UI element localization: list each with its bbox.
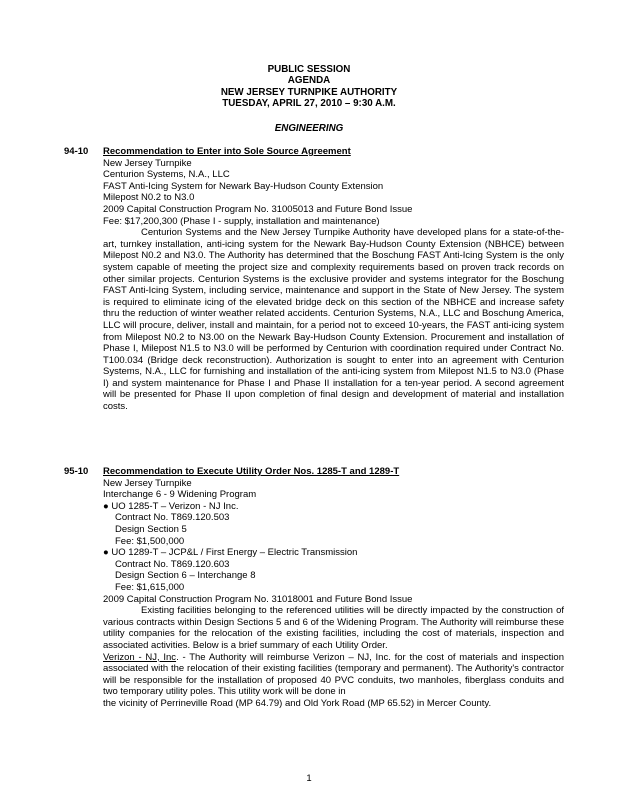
item-line: 2009 Capital Construction Program No. 31005013 and Future Bond Issue (103, 203, 413, 215)
bullet-sub-line: Contract No. T869.120.603 (115, 558, 230, 570)
verizon-last-line: the vicinity of Perrineville Road (MP 64.79) and Old York Road (MP 65.52) in Mercer County. (103, 697, 492, 709)
agenda-header (0, 64, 618, 110)
item-line: 2009 Capital Construction Program No. 31018001 and Future Bond Issue (103, 593, 413, 605)
header-agenda: AGENDA (287, 75, 331, 87)
agenda-item-94-10 (64, 146, 564, 413)
header-authority: NEW JERSEY TURNPIKE AUTHORITY (220, 86, 398, 98)
bullet-sub-line: Design Section 6 – Interchange 8 (115, 570, 256, 582)
bullet-item: ● UO 1285-T – Verizon - NJ Inc. (103, 500, 239, 512)
verizon-summary (103, 652, 564, 698)
bullet-item: ● UO 1289-T – JCP&L / First Energy – Electric Transmission (103, 547, 358, 559)
bullet-icon: ● (103, 547, 109, 559)
item-line: New Jersey Turnpike (103, 477, 192, 489)
item-line: Fee: $17,200,300 (Phase I - supply, installation and maintenance) (103, 215, 380, 227)
item-description (103, 227, 564, 413)
bullet-sub-line: Design Section 5 (115, 523, 187, 535)
bullet-sub-line: Contract No. T869.120.503 (115, 512, 230, 524)
item-description-text: Centurion Systems and the New Jersey Turnpike Authority have developed plans for a state-of-the-art, turnkey installation, anti-icing system for the Newark Bay-Hudson County Extension (NBHCE) between Milepost N0.2 and N3.0. The Authority has determined that the Boschung FAST Anti-Icing System is the only system capable of meeting the project size and complexity requirements based on proven track records on other similar projects. Centurion Systems is the exclusive provider and systems integrator for the Boschung FAST Anti-Icing System, including service, maintenance and support in the State of New Jersey. The system is required to eliminate icing of the elevated bridge deck on this section of the NBHCE and increase safety thru the reduction of winter weather related accidents. Centurion Systems, N.A., LLC and Boschung America, LLC will procure, deliver, install and maintain, for a period not to exceed 10-years, the FAST anti-icing system from Milepost N0.2 to N3.00 on the Newark Bay-Hudson County Extension. Procurement and installation of Phase I, Milepost N1.5 to N3.0 will be performed by Centurion with coordination required under Contract No. T100.034 (Bridge deck reconstruction). Authorization is sought to enter into an agreement with Centurion Systems, N.A., LLC for furnishing and installation of the anti-icing system from Milepost N1.5 to N3.0 (Phase I) and system maintenance for Phase I and Phase II installation for a ten-year period. A second agreement will be presented for Phase II upon completion of final design and development of material and installation costs. (103, 227, 564, 413)
page-number: 1 (306, 773, 312, 784)
item-line: Milepost N0.2 to N3.0 (103, 192, 195, 204)
header-date: TUESDAY, APRIL 27, 2010 – 9:30 A.M. (222, 98, 396, 110)
verizon-text: . - The Authority will reimburse Verizon – NJ, Inc. for the cost of materials and inspection associated with the relocation of their existing facilities (temporary and permanent). The Authority's contractor will be responsible for the installation of proposed 40 PVC conduits, two manholes, fiberglass conduits and two temporary utility poles. This utility work will be done in (103, 651, 564, 698)
item-description (103, 605, 564, 651)
verizon-label: Verizon - NJ, Inc (103, 651, 177, 663)
item-line: New Jersey Turnpike (103, 157, 192, 169)
item-number: 95-10 (64, 466, 89, 477)
item-line: Centurion Systems, N.A., LLC (103, 169, 230, 181)
header-session: PUBLIC SESSION (267, 64, 351, 75)
item-number: 94-10 (64, 146, 89, 157)
bullet-sub-line: Fee: $1,615,000 (115, 581, 185, 593)
item-title: Recommendation to Execute Utility Order Nos. 1285-T and 1289-T (103, 466, 400, 477)
agenda-item-95-10 (64, 466, 564, 709)
department-heading: ENGINEERING (274, 123, 344, 134)
item-description-text: Existing facilities belonging to the referenced utilities will be directly impacted by the construction of various contracts within Design Sections 5 and 6 of the Widening Program. The Authority will reimburse these utility companies for the relocation of the existing facilities, including the cost of materials, inspection and associated activities. Below is a brief summary of each Utility Order. (103, 605, 564, 651)
item-line: FAST Anti-Icing System for Newark Bay-Hudson County Extension (103, 180, 384, 192)
item-title: Recommendation to Enter into Sole Source Agreement (103, 146, 351, 157)
bullet-icon: ● (103, 500, 109, 512)
bullet-sub-line: Fee: $1,500,000 (115, 535, 185, 547)
item-line: Interchange 6 - 9 Widening Program (103, 489, 257, 501)
